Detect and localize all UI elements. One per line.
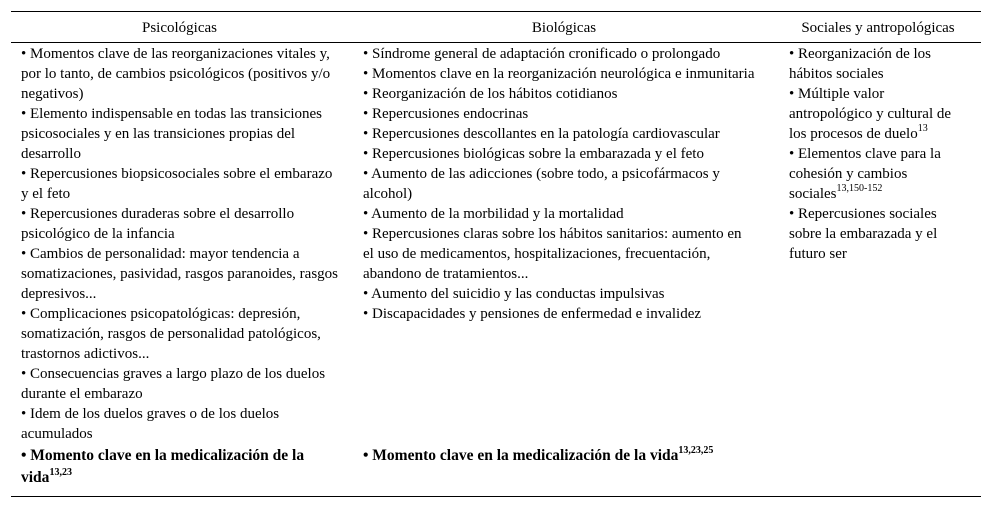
bold-row-biologicas: [363, 445, 783, 467]
list-item: • Repercusiones biopsicosociales sobre el embarazo y el feto: [21, 166, 333, 202]
bold-row-psicologicas: [21, 445, 336, 489]
reference-superscript: 13: [917, 123, 928, 134]
list-item: • Aumento del suicidio y las conductas impulsivas: [363, 286, 665, 302]
list-item: • Repercusiones descollantes en la patología cardiovascular: [363, 126, 720, 142]
list-item: • Reorganización de los hábitos cotidianos: [363, 86, 618, 102]
list-item: • Momentos clave de las reorganizaciones vitales y, por lo tanto, de cambios psicológicos (positivos y/o negativos): [21, 46, 331, 102]
list-item: • Reorganización de los hábitos sociales: [789, 46, 932, 82]
list-item: • Elemento indispensable en todas las transiciones psicosociales y en las transiciones propias del desarrollo: [21, 106, 323, 162]
header-psicologicas: Psicológicas: [142, 20, 217, 36]
list-item: • Momentos clave en la reorganización neurológica e inmunitaria: [363, 66, 755, 82]
list-item: • Cambios de personalidad: mayor tendencia a somatizaciones, pasividad, rasgos paranoides, rasgos depresivos...: [21, 246, 338, 302]
table-header-row: [11, 12, 981, 43]
list-item: • Idem de los duelos graves o de los duelos acumulados: [21, 406, 280, 442]
column-biologicas: [363, 44, 755, 324]
list-item: • Repercusiones biológicas sobre la embarazada y el feto: [363, 146, 704, 162]
data-table: [11, 11, 981, 497]
list-item: [789, 84, 964, 144]
column-psicologicas: [21, 44, 341, 444]
item-text: • Múltiple valor antropológico y cultural de los procesos de duelo: [789, 86, 952, 142]
bold-text: • Momento clave en la medicalización de la vida: [363, 447, 679, 464]
list-item: [789, 144, 964, 204]
list-item: • Aumento de las adicciones (sobre todo, a psicofármacos y alcohol): [363, 166, 720, 202]
reference-superscript: 13,150-152: [836, 183, 883, 194]
list-item: • Síndrome general de adaptación cronificado o prolongado: [363, 46, 721, 62]
column-sociales: [789, 44, 964, 264]
list-item: • Discapacidades y pensiones de enfermedad e invalidez: [363, 306, 702, 322]
list-item: • Aumento de la morbilidad y la mortalidad: [363, 206, 624, 222]
list-item: • Consecuencias graves a largo plazo de los duelos durante el embarazo: [21, 366, 326, 402]
reference-superscript: 13,23: [49, 466, 72, 478]
list-item: • Complicaciones psicopatológicas: depresión, somatización, rasgos de personalidad patológicos, trastornos adictivos...: [21, 306, 321, 362]
list-item: • Repercusiones endocrinas: [363, 106, 529, 122]
list-item: • Repercusiones sociales sobre la embarazada y el futuro ser: [789, 206, 938, 262]
header-biologicas: Biológicas: [531, 20, 597, 36]
list-item: • Repercusiones claras sobre los hábitos sanitarios: aumento en el uso de medicamentos, hospitalizaciones, frecuentación, abandono de tratamientos...: [363, 226, 742, 282]
bold-text: • Momento clave en la medicalización de la vida: [21, 447, 305, 486]
header-sociales: Sociales y antropológicas: [801, 20, 955, 36]
list-item: • Repercusiones duraderas sobre el desarrollo psicológico de la infancia: [21, 206, 295, 242]
item-text: • Elementos clave para la cohesión y cambios sociales: [789, 146, 941, 202]
reference-superscript: 13,23,25: [678, 444, 714, 456]
